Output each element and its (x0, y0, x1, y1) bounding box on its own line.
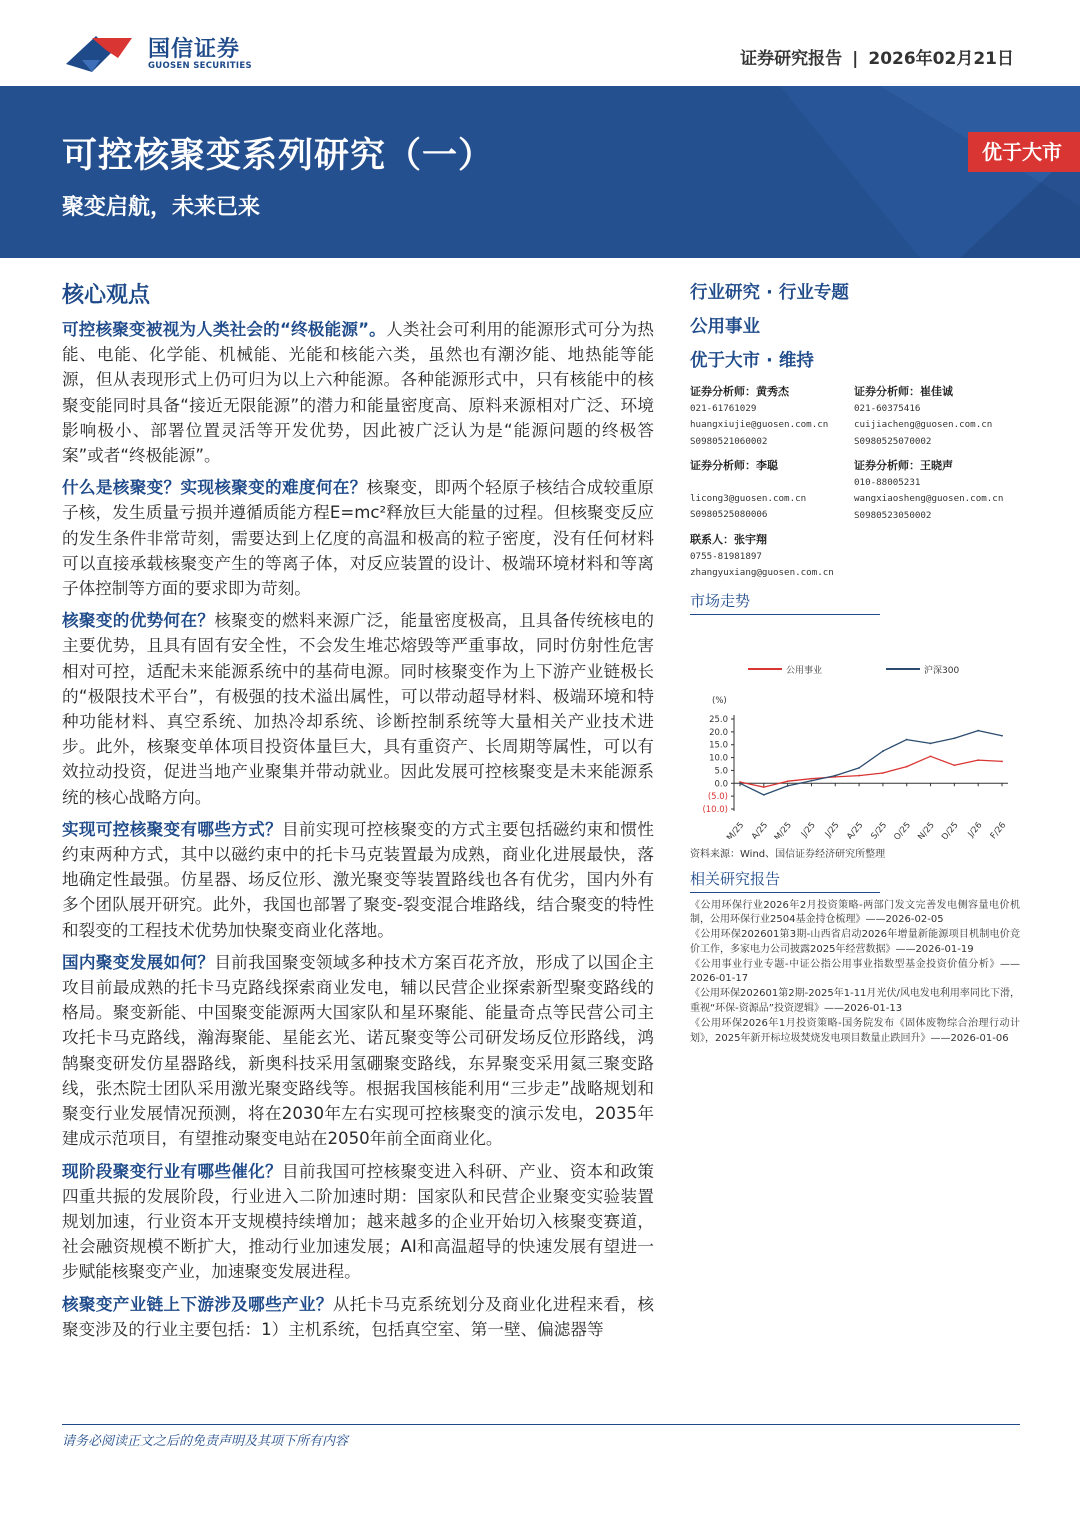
x-tick-label: S/25 (869, 820, 890, 839)
analyst-cert: S0980523050002 (854, 509, 932, 521)
industry-rating: 优于大市 · 维持 (690, 351, 814, 371)
data-point (930, 742, 932, 744)
paragraph-lead: 国内聚变发展如何？ (62, 952, 215, 972)
x-tick-label: O/25 (892, 820, 914, 839)
data-point (906, 738, 908, 740)
data-point (858, 774, 860, 776)
legend-label: 公用事业 (786, 665, 823, 676)
data-point (977, 759, 979, 761)
header-separator: | (852, 49, 859, 69)
related-report-item[interactable]: 《公用环保2026年1月投资策略-国务院发布《固体废物综合治理行动计划》，2025年新开标垃圾焚烧发电项目数量止跌回升》——2026-01-06 (690, 1017, 1020, 1044)
data-point (930, 755, 932, 757)
data-point (953, 764, 955, 766)
x-tick-label: F/26 (988, 820, 1009, 839)
analyst-phone: 010-88005231 (854, 476, 921, 488)
paragraph-lead: 什么是核聚变？实现核聚变的难度何在？ (62, 478, 367, 498)
data-point (882, 750, 884, 752)
contact-name: 张宇翔 (734, 533, 767, 546)
contact-role: 联系人： (690, 533, 734, 546)
paragraph-what-is-fusion (62, 475, 654, 601)
data-point (858, 766, 860, 768)
y-tick-label: (10.0) (702, 804, 728, 815)
analyst-email[interactable]: licong3@guosen.com.cn (690, 492, 807, 504)
series-line-utilities (740, 756, 1002, 787)
analyst-card (854, 384, 1020, 450)
x-tick-label: D/25 (939, 820, 961, 839)
analyst-card (854, 458, 1020, 524)
core-views-column (62, 278, 654, 1349)
chart-source: 资料来源：Wind、国信证券经济研究所整理 (690, 848, 886, 860)
x-tick-label: A/25 (845, 820, 866, 839)
footer-disclaimer: 请务必阅读正文之后的免责声明及其项下所有内容 (62, 1434, 349, 1449)
analyst-name: 崔佳诚 (920, 385, 953, 398)
analyst-role: 证券分析师： (854, 385, 920, 398)
data-point (811, 777, 813, 779)
contact-card (690, 532, 854, 582)
x-tick-label: N/25 (916, 820, 937, 839)
guosen-logo-icon (62, 30, 142, 78)
footer-divider (62, 1424, 1020, 1425)
data-point (906, 765, 908, 767)
series-line-csi300 (740, 730, 1002, 794)
report-date: 2026年02月21日 (868, 49, 1014, 69)
paragraph-body: 目前实现可控核聚变的方式主要包括磁约束和惯性约束两种方式，其中以磁约束中的托卡马克装置最为成熟，商业化进展最快，落地确定性最强。仿星器、场反位形、激光聚变等装置路线也各有优劣，国内外有多个团队展开研究。此外，我国也部署了聚变-裂变混合堆路线，结合聚变的特性和裂变的工程技术优势加快聚变商业化落地。 (62, 819, 655, 940)
paragraph-lead: 现阶段聚变行业有哪些催化？ (62, 1161, 283, 1181)
title-banner (0, 86, 1080, 258)
analyst-name: 李聪 (756, 459, 778, 472)
report-header (740, 44, 1014, 69)
paragraph-catalysts (62, 1159, 654, 1285)
data-point (787, 784, 789, 786)
trend-chart-svg (690, 619, 1020, 839)
market-trend-chart (690, 619, 1020, 839)
report-title: 可控核聚变系列研究（一） (62, 136, 495, 176)
paragraph-lead: 实现可控核聚变有哪些方式？ (62, 819, 283, 839)
data-point (787, 780, 789, 782)
banner-decoration (660, 86, 1080, 258)
analyst-email[interactable]: wangxiaosheng@guosen.com.cn (854, 493, 1004, 504)
side-column (690, 282, 1020, 1046)
rating-badge: 优于大市 (968, 132, 1080, 172)
analyst-card (690, 458, 854, 524)
paragraph-body: 核聚变，即两个轻原子核结合成较重原子核，发生质量亏损并遵循质能方程E=mc²释放巨大能量的过程。但核聚变反应的发生条件非常苛刻，需要达到上亿度的高温和极高的粒子密度，没有任何材料可以直接承载核聚变产生的等离子体，对反应装置的设计、极端环境材料和等离子体控制等方面的要求即为苛刻。 (62, 478, 655, 599)
data-point (763, 786, 765, 788)
x-tick-label: J/26 (966, 820, 985, 839)
core-views-heading: 核心观点 (62, 283, 151, 308)
x-tick-label: M/25 (725, 820, 747, 839)
paragraph-approaches (62, 817, 654, 943)
report-subtitle: 聚变启航，未来已来 (62, 195, 261, 220)
paragraph-body: 核聚变的燃料来源广泛，能量密度极高，且具备传统核电的主要优势，且具有固有安全性，不会发生堆芯熔毁等严重事故，同时仿射性危害相对可控，适配未来能源系统中的基荷电源。同时核聚变作为上下游产业链极长的“极限技术平台”，有极强的技术溢出属性，可以带动超导材料、极端环境和特种功能材料、真空系统、加热冷却系统、诊断控制系统等大量相关产业技术进步。此外，核聚变单体项目投资体量巨大，具有重资产、长周期等属性，可以有效拉动投资，促进当地产业聚集并带动就业。因此发展可控核聚变是未来能源系统的核心战略方向。 (62, 611, 655, 807)
x-tick-label: J/25 (799, 820, 818, 839)
data-point (763, 793, 765, 795)
paragraph-body: 人类社会可利用的能源形式可分为热能、电能、化学能、机械能、光能和核能六类，虽然也有潮汐能、地热能等能源，但从表现形式上仍可归为以上六种能源。各种能源形式中，只有核能中的核聚变能同时具备“接近无限能源”的潜力和能量密度高、原料来源相对广泛、环境影响极小、部署位置灵活等开发优势，因此被广泛认为是“能源问题的终极答案”或者“终极能源”。 (62, 320, 655, 466)
analyst-phone (690, 475, 854, 491)
paragraph-body: 目前我国可控核聚变进入科研、产业、资本和政策四重共振的发展阶段，行业进入二阶加速时期：国家队和民营企业聚变实验装置规划加速，行业资本开支规模持续增加；越来越多的企业开始切入核聚变赛道，社会融资规模不断扩大，推动行业加速发展；AI和高温超导的快速发展有望进一步赋能核聚变产业，加速聚变发展进程。 (62, 1161, 655, 1282)
y-axis-unit: (%) (712, 695, 727, 706)
y-tick-label: (5.0) (707, 791, 728, 802)
paragraph-domestic (62, 950, 654, 1152)
analyst-cert: S0980525070002 (854, 435, 932, 447)
analyst-card (690, 384, 854, 450)
data-point (1001, 734, 1003, 736)
contact-email[interactable]: zhangyuxiang@guosen.com.cn (690, 567, 834, 578)
y-tick-label: 5.0 (714, 765, 728, 776)
x-tick-label: M/25 (772, 820, 794, 839)
x-tick-label: A/25 (749, 820, 771, 839)
report-type: 证券研究报告 (740, 49, 843, 69)
data-point (977, 729, 979, 731)
y-tick-label: 20.0 (709, 727, 728, 738)
legend-label: 沪深300 (924, 665, 960, 676)
analyst-role: 证券分析师： (690, 385, 756, 398)
analyst-email[interactable]: huangxiujie@guosen.com.cn (690, 419, 829, 430)
paragraph-lead: 可控核聚变被视为人类社会的“终极能源”。 (62, 320, 386, 339)
analyst-cert: S0980521060002 (690, 435, 768, 447)
industry-name: 公用事业 (690, 317, 760, 337)
y-tick-label: 0.0 (714, 778, 728, 789)
paragraph-lead: 核聚变产业链上下游涉及哪些产业？ (62, 1294, 333, 1314)
related-report-item[interactable]: 《公用事业行业专题-中证公指公用事业指数型基金投资价值分析》——2026-01-17 (690, 958, 1020, 985)
brand-logo (62, 30, 262, 78)
related-report-item[interactable]: 《公用环保202601第3期-山西省启动2026年增量新能源项目机制电价竞价工作，多家电力公司披露2025年经营数据》——2026-01-19 (690, 929, 1020, 955)
analyst-name: 王晓声 (920, 459, 953, 472)
analyst-phone: 021-60375416 (854, 402, 921, 414)
data-point (953, 737, 955, 739)
paragraph-body: 目前我国聚变领域多种技术方案百花齐放，形成了以国企主攻目前最成熟的托卡马克路线探索商业发电，辅以民营企业探索新型聚变路线的格局。聚变新能、中国聚变能源两大国家队和星环聚能、能量奇点等民营公司主攻托卡马克路线，瀚海聚能、星能玄光、诺瓦聚变等公司研发场反位形路线，鸿鹄聚变研发仿星器路线，新奥科技采用氢硼聚变路线，东昇聚变采用氦三聚变路线，张杰院士团队采用激光聚变路线等。根据我国核能利用“三步走”战略规划和聚变行业发展情况预测，将在2030年左右实现可控核聚变的演示发电，2035年建成示范项目，有望推动聚变电站在2050年前全面商业化。 (62, 952, 655, 1149)
data-point (739, 782, 741, 784)
paragraph-ultimate-energy (62, 317, 654, 468)
paragraph-lead: 核聚变的优势何在？ (62, 611, 215, 631)
related-report-item[interactable]: 《公用环保行业2026年2月投资策略-两部门发文完善发电侧容量电价机制，公用环保行业2504基金持仓梳理》——2026-02-05 (690, 899, 1020, 926)
logo-text-cn: 国信证券 (148, 37, 241, 62)
analyst-cert: S0980525080006 (690, 509, 768, 520)
market-trend-heading: 市场走势 (690, 590, 880, 615)
contact-phone: 0755-81981897 (690, 550, 762, 562)
paragraph-body: 从托卡马克系统划分及商业化进程来看，核聚变涉及的行业主要包括：1）主机系统，包括真空室、第一壁、偏滤器等 (62, 1294, 654, 1339)
paragraph-supply-chain (62, 1292, 654, 1342)
analyst-name: 黄秀杰 (756, 385, 789, 398)
y-tick-label: 15.0 (709, 740, 728, 751)
related-report-item[interactable]: 《公用环保202601第2期-2025年1-11月光伏/风电发电利用率同比下滑，重视“环保-资源品”投资逻辑》——2026-01-13 (690, 988, 1020, 1015)
paragraph-advantages (62, 608, 654, 810)
analyst-phone: 021-61761029 (690, 402, 757, 414)
analyst-email[interactable]: cuijiacheng@guosen.com.cn (854, 419, 993, 430)
report-category: 行业研究 · 行业专题 (690, 283, 849, 303)
data-point (811, 779, 813, 781)
related-reports-heading: 相关研究报告 (690, 868, 880, 893)
data-point (1001, 760, 1003, 762)
analyst-role: 证券分析师： (690, 459, 756, 472)
analyst-list (690, 384, 1020, 582)
data-point (834, 774, 836, 776)
related-reports-list (690, 899, 1020, 1047)
analyst-role: 证券分析师： (854, 459, 920, 472)
y-tick-label: 25.0 (709, 714, 728, 725)
data-point (882, 772, 884, 774)
x-tick-label: J/25 (823, 820, 842, 839)
y-tick-label: 10.0 (709, 753, 728, 764)
logo-text-en: GUOSEN SECURITIES (148, 61, 252, 71)
